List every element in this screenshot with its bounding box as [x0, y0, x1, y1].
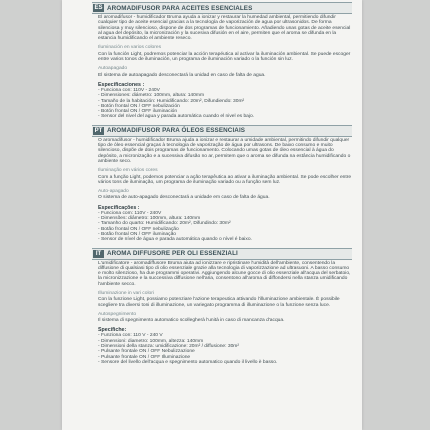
intro-text: L'umidificatore - aromadiffusore Bruma aiuta ad ionizzare e ripristinare l'umidità dell'ambiente, consentendo la diffusione di qualsiasi tipo di olio essenziale grazie alla tecnologia di vaporizzazione ad ultrasuoni. A basso consumo e molto silenzioso, ha due programmi operativi. Aggiungendo alcune gocce di olio essenziale all'acqua del serbatoio, la micronizzazione e la successiva diffusione nell'aria, consentono all'aroma di diffondersi nella stanza umidificando l'ambiente secco.: [98, 260, 351, 287]
spec-item: - Tamanho do quarto: Humidificando: 20m², Difundindo: 30m²: [98, 221, 352, 226]
sheet-content: [62, 0, 362, 365]
auto-off-heading: Autoapagado: [98, 66, 128, 72]
intro-text: O aromadifusor - humidificador Bruma ajuda a ionizar e restaurar a umidade ambiental, permitindo difundir qualquer tipo de óleo essencial graças à tecnologia de vaporização de água por ultrasons. De baixo consumo e muito silencioso, dispõe de dois programas de funcionamento. Colocando umas gotas de óleo essencial à água do depósito, a micronização e a sucessiva difusão no ar, permitem que o aroma se difunda na estância humidificando o ambiente seco.: [98, 137, 351, 164]
spec-item: - Botón frontal ON / OFF nebulización: [98, 104, 352, 109]
light-heading: Iluminação em vários cores: [98, 168, 158, 174]
auto-off-text: O sistema de auto-apagado desconectará a unidade em caso de falta de água.: [98, 195, 270, 201]
spec-item: - Dimensiones: diámetro: 100mm, altura: 140mm: [98, 93, 352, 98]
spec-item: - Botão frontal ON / OFF iluminação: [98, 232, 352, 237]
specs-list: [98, 333, 352, 365]
section-it: [95, 248, 352, 366]
light-heading: Illuminazione in vari colori: [98, 290, 154, 296]
spec-item: - Funziona con: 110 V - 240 V: [98, 333, 352, 338]
auto-off-heading: Autospegnimento: [98, 311, 137, 317]
spec-item: - Funciona com: 110V - 240V: [98, 211, 352, 216]
section-header: [92, 2, 352, 14]
section-title: AROMADIFUSOR PARA ACEITES ESENCIALES: [107, 4, 253, 12]
spec-item: - Pulsante frontale ON / OFF Illuminazione: [98, 355, 352, 360]
spec-item: - Botão frontal ON / OFF nebulização: [98, 227, 352, 232]
section-title: AROMADIFUSOR PARA ÓLEOS ESSENCIAIS: [107, 127, 246, 135]
spec-item: - Dimensioni: diametro: 100mm, altezza: 140mm: [98, 339, 352, 344]
section-es: [94, 2, 352, 125]
specs-heading: Specifiche:: [98, 327, 127, 334]
specs-heading: Especificações :: [98, 204, 140, 211]
section-pt: [94, 125, 352, 248]
spec-item: - Sensore del livello dell'acqua e spegnimento automatico quando il livello è basso.: [98, 360, 352, 365]
specs-list: [98, 211, 352, 243]
language-badge: IT: [93, 250, 104, 258]
spec-item: - Sensor del nivel del agua y parada automática cuando el nivel es bajo.: [98, 114, 352, 119]
specs-list: [98, 88, 352, 120]
spec-item: - Dimensioni della stanza: umidificazione: 20m² / diffusione: 30m²: [98, 344, 352, 349]
language-badge: ES: [94, 5, 103, 11]
spec-item: - Botón frontal ON / OFF iluminación: [98, 109, 352, 114]
auto-off-text: Il sistema di spegnimento automatico scollegherà l'unità in caso di mancanza d'acqua.: [98, 318, 285, 324]
light-text: Com a função Light, podemos potenciar a ação terapêutica ao ativar a iluminação ambiental. Se pode escolher entre vários tons de iluminação, um programa de iluminação variado ou a função sem luz.: [98, 174, 352, 185]
section-header: [92, 125, 352, 137]
light-text: Con la función Light, podremos potenciar la acción terapéutica al activar la iluminación ambiental. Se puede escoger entre varios tonos de iluminación, un programa de iluminación variado o la función sin luz.: [98, 51, 351, 63]
specs-heading: Especificaciones :: [98, 81, 145, 88]
spec-item: - Dimensões: diâmetro: 100mm, altura: 140mm: [98, 216, 352, 221]
section-title: AROMA DIFFUSORE PER OLI ESSENZIALI: [107, 250, 238, 257]
light-text: Con la funzione Light, possiamo potenziare l'azione terapeutica attivando l'illuminazione ambientale. È possibile scegliere tra diversi toni di illuminazione, un variegato programma di illuminazione o la funzione senza luce.: [98, 297, 340, 308]
auto-off-heading: Auto-apagado: [98, 189, 129, 195]
light-heading: Iluminación en varios colores: [98, 45, 162, 51]
intro-text: El aromadifusor - humidificador Bruma ayuda a ionizar y restaurar la humedad ambiental, permitiendo difundir cualquier tipo de aceite esencial gracias a la tecnología de vaporización de agua por ultrasonidos. De forma silenciosa y muy silencioso, dispone de dos programas de funcionamiento. Añadiendo unas gotas de aceite esencial al agua del depósito, la micronización y la sucesiva difusión en el aire, permiten que el aroma se difunda en la estancia humidificando el ambiente reseco.: [98, 15, 351, 42]
spec-item: - Funciona con: 110V - 240V: [98, 88, 352, 93]
spec-item: - Sensor de nível de água e parada automática quando o nível é baixo.: [98, 237, 352, 242]
spec-item: - Pulsante frontale ON / OFF Nebulizzazione: [98, 349, 352, 354]
auto-off-text: El sistema de autoapagado desconectará la unidad en caso de falta de agua.: [98, 72, 266, 78]
spec-item: - Tamaño de la habitación: Humidificando: 20m², Difundiendo: 30m²: [98, 99, 352, 104]
language-badge: PT: [94, 127, 103, 134]
section-header: [92, 248, 352, 260]
instruction-sheet: [62, 0, 362, 430]
